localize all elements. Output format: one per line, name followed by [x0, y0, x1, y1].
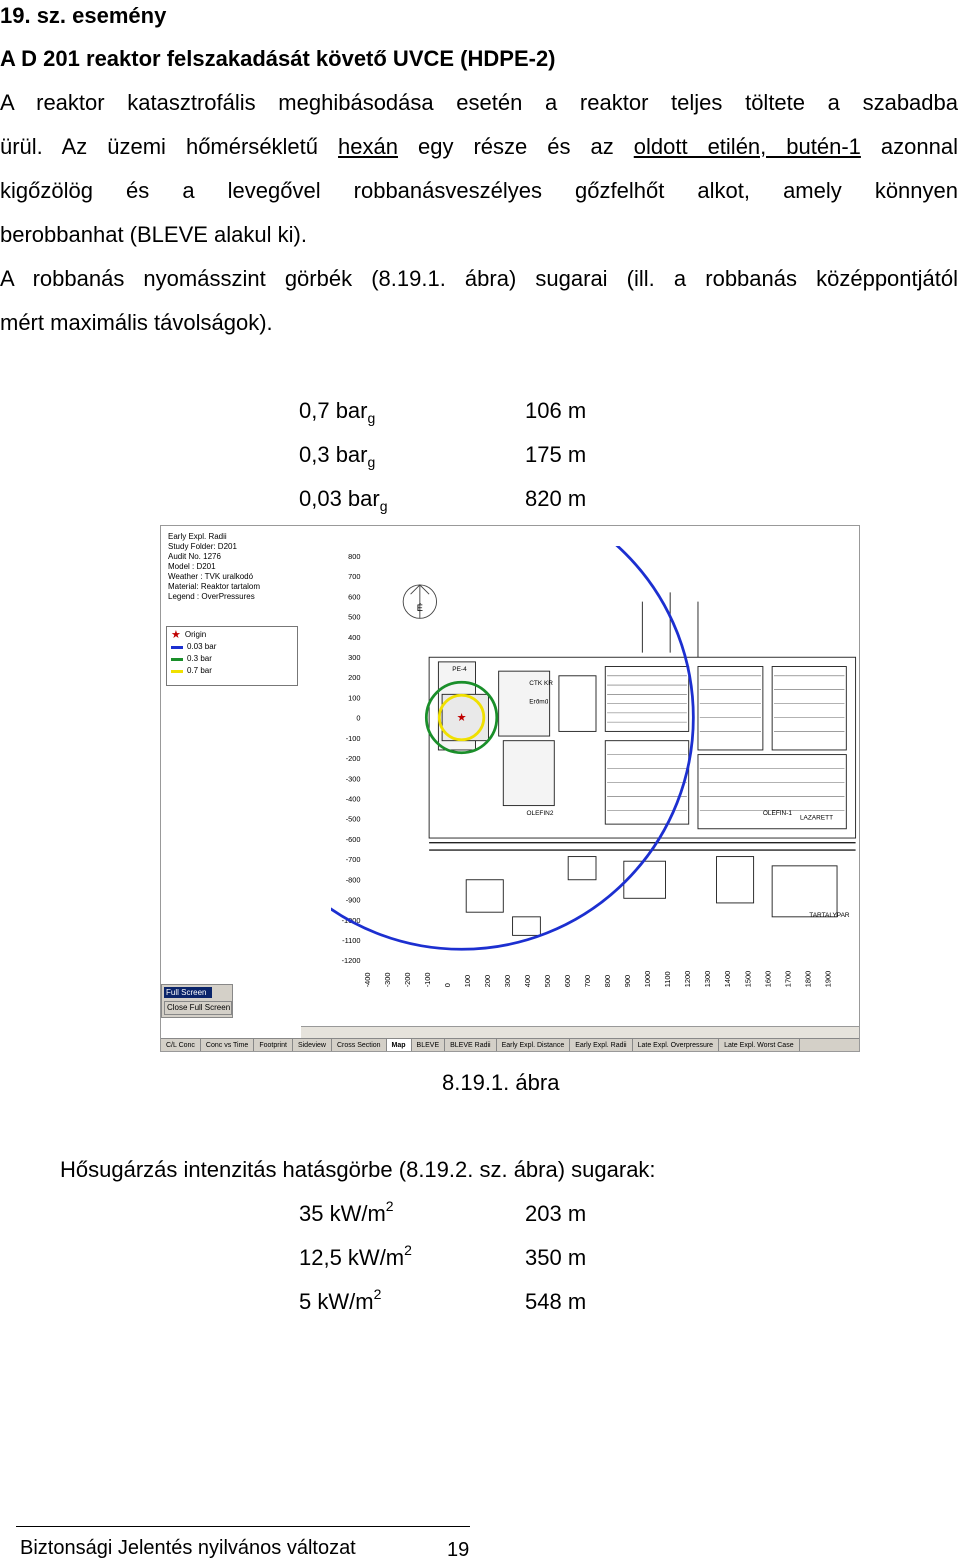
pressure-row-1-value [299, 398, 375, 424]
building [698, 667, 763, 750]
y-axis-ticks [342, 552, 361, 965]
legend-item [171, 641, 297, 653]
building [717, 857, 754, 903]
legend-label: 0.7 bar [187, 666, 212, 675]
building [605, 667, 688, 732]
y-tick-label: -1100 [342, 935, 361, 945]
map-label: OLEFIN-1 [762, 809, 792, 817]
x-axis-ticks [363, 971, 833, 987]
subscript: g [379, 498, 388, 514]
y-tick-label: -1200 [341, 956, 361, 966]
y-tick-label: 0 [356, 713, 361, 723]
legend-swatch [171, 646, 183, 649]
legend-label: Origin [184, 630, 207, 639]
legend-label: 0.3 bar [187, 654, 212, 663]
map-label: OLEFIN2 [526, 809, 554, 817]
value: 0,3 bar [299, 442, 368, 467]
x-tick-label: 600 [563, 974, 573, 988]
explosion-radii-map-figure [160, 525, 860, 1052]
paragraph1-line3: kigőzölög és a levegővel robbanásveszélyes gőzfelhőt alkot, amely könnyen [0, 178, 958, 203]
map-label: CTK KR [529, 680, 553, 688]
value: 35 kW/m [299, 1201, 386, 1226]
hatching [607, 676, 844, 810]
y-tick-label: -1000 [341, 915, 361, 925]
x-tick-label: 300 [502, 974, 512, 988]
heat-row-3-value [299, 1286, 382, 1315]
map-plot [331, 546, 860, 991]
footer-page-number: 19 [447, 1539, 470, 1561]
pressure-row-3-distance: 820 m [525, 486, 587, 511]
view-tab[interactable]: C/L Conc [161, 1039, 201, 1052]
y-tick-label: 500 [348, 612, 361, 622]
legend-item [171, 653, 297, 665]
site-map-drawing [403, 585, 855, 935]
x-tick-label: -200 [402, 972, 412, 988]
y-tick-label: -800 [345, 875, 361, 885]
x-tick-label: 1600 [763, 970, 773, 988]
view-tab[interactable]: BLEVE Radii [445, 1039, 496, 1052]
y-tick-label: 700 [348, 572, 361, 582]
pressure-row-3-value [299, 486, 388, 512]
paragraph1-line4: berobbanhat (BLEVE alakul ki). [0, 222, 307, 247]
text-fragment: azonnal [860, 134, 958, 159]
view-tab[interactable]: Sideview [293, 1039, 332, 1052]
legend-origin [171, 629, 297, 641]
building [559, 676, 596, 732]
y-tick-label: -500 [345, 814, 361, 824]
panel-line: Material: Reaktor tartalom [168, 582, 261, 591]
underlined-term-ethylene: oldott etilén, butén-1 [633, 134, 861, 159]
value: 12,5 kW/m [299, 1245, 405, 1270]
view-tab[interactable]: Footprint [254, 1039, 293, 1052]
underlined-term-hexane: hexán [338, 134, 398, 159]
paragraph1-line1: A reaktor katasztrofális meghibásodása esetén a reaktor teljes töltete a szabadba [0, 90, 958, 115]
panel-line: Weather : TVK uralkodó [168, 572, 254, 581]
view-tab[interactable]: Early Expl. Distance [497, 1039, 571, 1052]
building [503, 741, 554, 806]
y-tick-label: 600 [348, 592, 361, 602]
building [772, 667, 846, 750]
view-tab[interactable]: Late Expl. Overpressure [633, 1039, 719, 1052]
origin-star-icon: ★ [456, 711, 467, 725]
panel-line: Model : D201 [168, 562, 216, 571]
y-tick-label: -200 [345, 754, 361, 764]
full-screen-button[interactable]: Full Screen [164, 987, 212, 998]
x-tick-label: -100 [422, 972, 432, 988]
panel-line: Legend : OverPressures [168, 592, 255, 601]
view-tab[interactable]: Cross Section [332, 1039, 387, 1052]
heat-row-1-distance: 203 m [525, 1201, 587, 1226]
x-tick-label: 200 [482, 974, 492, 988]
view-tab[interactable]: BLEVE [412, 1039, 446, 1052]
view-tabs [161, 1038, 860, 1052]
star-icon: ★ [171, 629, 181, 641]
map-label: Erőmű [529, 698, 549, 706]
legend-item [171, 665, 297, 677]
map-legend [166, 626, 298, 686]
heat-row-1-value [299, 1198, 394, 1227]
x-tick-label: 900 [623, 974, 633, 988]
panel-line: Audit No. 1276 [168, 552, 221, 561]
heat-row-2-value [299, 1242, 412, 1271]
y-tick-label: 200 [348, 673, 361, 683]
y-tick-label: 300 [348, 653, 361, 663]
x-tick-label: 1800 [803, 970, 813, 988]
value: 5 kW/m [299, 1289, 374, 1314]
panel-line: Study Folder: D201 [168, 542, 237, 551]
x-tick-label: 800 [603, 974, 613, 988]
legend-swatch [171, 670, 183, 673]
value: 0,7 bar [299, 398, 368, 423]
pressure-row-1-distance: 106 m [525, 398, 587, 423]
x-tick-label: 1000 [643, 970, 653, 988]
info-panel [161, 526, 301, 1051]
x-tick-label: 1300 [703, 970, 713, 988]
x-tick-label: 1400 [723, 970, 733, 988]
x-tick-label: 400 [522, 974, 532, 988]
paragraph2-line2: mért maximális távolságok). [0, 310, 273, 335]
heading: 19. sz. esemény [0, 3, 167, 28]
y-tick-label: -700 [345, 855, 361, 865]
map-label: TARTALYPAR [809, 911, 850, 919]
x-tick-label: 1100 [663, 971, 673, 988]
pressure-row-2-value [299, 442, 375, 468]
superscript: 2 [373, 1286, 382, 1302]
y-tick-label: -600 [345, 834, 361, 844]
x-tick-label: 1700 [783, 970, 793, 988]
value: 0,03 bar [299, 486, 380, 511]
building [624, 861, 666, 898]
subscript: g [367, 454, 376, 470]
text-fragment: egy része és az [397, 134, 634, 159]
x-tick-label: 1500 [743, 970, 753, 988]
heat-row-3-distance: 548 m [525, 1289, 587, 1314]
view-tab[interactable]: Late Expl. Worst Case [719, 1039, 800, 1052]
building [568, 857, 596, 880]
building [466, 880, 503, 912]
x-tick-label: 1200 [683, 970, 693, 988]
legend-label: 0.03 bar [187, 642, 217, 651]
x-tick-label: 100 [462, 974, 472, 988]
view-tab[interactable]: Early Expl. Radii [570, 1039, 632, 1052]
y-tick-label: -100 [345, 733, 361, 743]
close-full-screen-button[interactable]: Close Full Screen [164, 1001, 232, 1015]
y-tick-label: -400 [345, 794, 361, 804]
pressure-row-2-distance: 175 m [525, 442, 587, 467]
panel-line: Early Expl. Radii [168, 532, 227, 541]
map-label: PE-4 [452, 666, 467, 674]
y-tick-label: 400 [348, 632, 361, 642]
x-tick-label: -400 [362, 972, 372, 988]
north-arrow [403, 585, 436, 618]
legend-swatch [171, 658, 183, 661]
fullscreen-menu [161, 984, 233, 1018]
subscript: g [367, 410, 376, 426]
map-label: LAZARETT [799, 814, 834, 822]
y-tick-label: -900 [345, 895, 361, 905]
subheading: A D 201 reaktor felszakadását követő UVCE (HDPE-2) [0, 46, 556, 71]
x-tick-label: 1900 [823, 970, 833, 988]
superscript: 2 [404, 1242, 412, 1258]
paragraph2-line1: A robbanás nyomásszint görbék (8.19.1. ábra) sugarai (ill. a robbanás középpontjától [0, 266, 958, 291]
railway [429, 843, 855, 850]
x-tick-label: -300 [382, 972, 392, 988]
building [513, 917, 541, 936]
panel-info-lines [168, 532, 260, 602]
view-tab[interactable]: Map [387, 1039, 412, 1052]
x-tick-label: 500 [543, 974, 553, 988]
x-tick-label: 700 [583, 974, 593, 988]
superscript: 2 [385, 1198, 394, 1214]
view-tab[interactable]: Conc vs Time [201, 1039, 254, 1052]
heat-heading: Hősugárzás intenzitás hatásgörbe (8.19.2. sz. ábra) sugarak: [60, 1157, 656, 1182]
figure-caption: 8.19.1. ábra [442, 1070, 560, 1095]
heat-row-2-distance: 350 m [525, 1245, 587, 1270]
footer-rule [16, 1526, 470, 1527]
text-fragment: ürül. Az üzemi hőmérsékletű [0, 134, 339, 159]
y-tick-label: -300 [345, 774, 361, 784]
footer-text: Biztonsági Jelentés nyilvános változat [20, 1537, 356, 1559]
building [772, 866, 837, 917]
y-tick-label: 100 [348, 693, 361, 703]
map-label: É [416, 602, 423, 613]
y-tick-label: 800 [348, 551, 361, 561]
road [642, 592, 698, 657]
paragraph1-line2 [0, 134, 958, 160]
x-tick-label: 0 [442, 983, 452, 988]
